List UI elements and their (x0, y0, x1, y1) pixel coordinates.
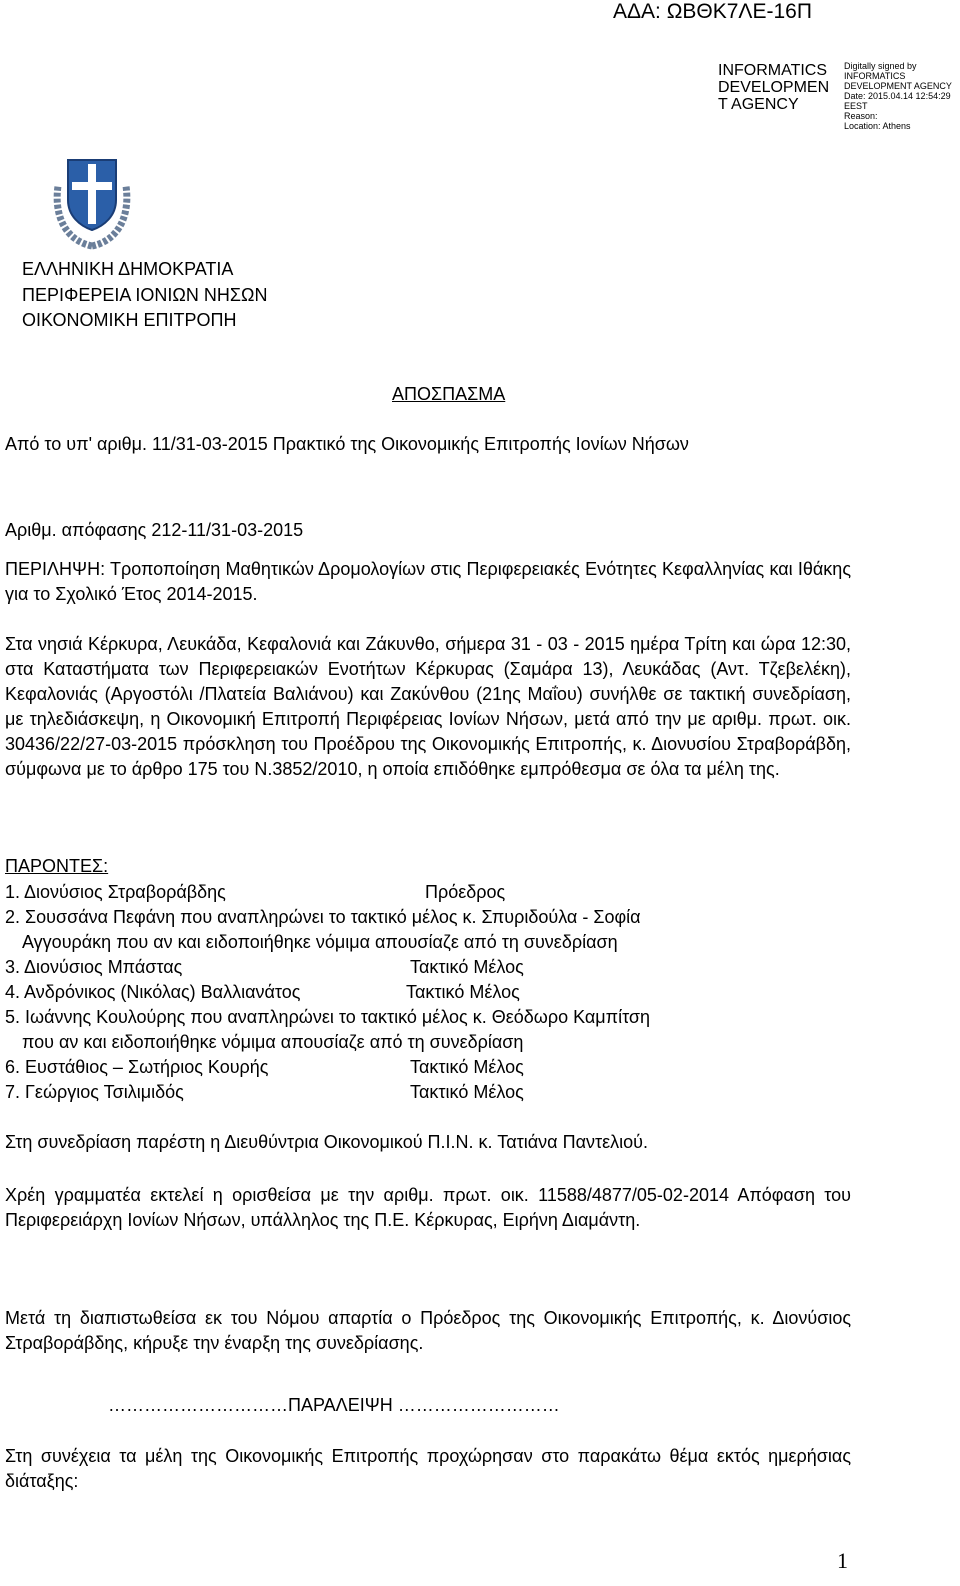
agency-line: DEVELOPMEN (718, 79, 830, 96)
omission-marker: …………………………ΠΑΡΑΛΕΙΨΗ ……………………… (108, 1395, 560, 1415)
member-name: 6. Ευστάθιος – Σωτήριος Κουρής (5, 1057, 269, 1077)
member-name: 1. Διονύσιος Στραβοράβδης (5, 882, 226, 902)
member-name: 7. Γεώργιος Τσιλιμιδός (5, 1082, 184, 1102)
member-note: Αγγουράκη που αν και ειδοποιήθηκε νόμιμα απουσίαζε από τη συνεδρίαση (22, 932, 618, 952)
member-role: Τακτικό Μέλος (410, 957, 524, 977)
ada-code: ΑΔΑ: ΩΒΘΚ7ΛΕ-16Π (613, 0, 812, 23)
page-number: 1 (837, 1548, 848, 1573)
signature-line: DEVELOPMENT AGENCY (844, 81, 952, 91)
signature-line: EEST (844, 101, 868, 111)
signature-line: INFORMATICS (844, 71, 906, 81)
summary (5, 557, 851, 607)
present-label: ΠΑΡΟΝΤΕΣ: (5, 856, 109, 876)
header-line: ΠΕΡΙΦΕΡΕΙΑ ΙΟΝΙΩΝ ΝΗΣΩΝ (22, 285, 268, 305)
greek-coat-of-arms-icon (50, 152, 134, 252)
summary-text: Τροποποίηση Μαθητικών Δρομολογίων στις Περιφερειακές Ενότητες Κεφαλληνίας και Ιθάκης για το Σχολικό Έτος 2014-2015. (5, 559, 851, 604)
signer-agency (718, 62, 848, 113)
header-line: ΕΛΛΗΝΙΚΗ ΔΗΜΟΚΡΑΤΙΑ (22, 259, 234, 279)
member-role: Τακτικό Μέλος (410, 1057, 524, 1077)
member-role: Τακτικό Μέλος (406, 982, 520, 1002)
decision-number: Αριθμ. απόφασης 212-11/31-03-2015 (5, 520, 304, 540)
document-title: ΑΠΟΣΠΑΣΜΑ (392, 384, 506, 404)
signature-line: Reason: (844, 111, 878, 121)
header-line: ΟΙΚΟΝΟΜΙΚΗ ΕΠΙΤΡΟΠΗ (22, 310, 237, 330)
continuation-paragraph: Στη συνέχεια τα μέλη της Οικονομικής Επιτροπής προχώρησαν στο παρακάτω θέμα εκτός ημερήσιας διάταξης: (5, 1446, 851, 1491)
member-name: 5. Ιωάννης Κουλούρης που αναπληρώνει το τακτικό μέλος κ. Θεόδωρο Καμπίτση (5, 1007, 651, 1027)
summary-label: ΠΕΡΙΛΗΨΗ: (5, 559, 106, 579)
agency-line: INFORMATICS (718, 62, 828, 79)
member-name: 3. Διονύσιος Μπάστας (5, 957, 183, 977)
minutes-reference: Από το υπ' αριθμ. 11/31-03-2015 Πρακτικό της Οικονομικής Επιτροπής Ιονίων Νήσων (5, 434, 689, 454)
signature-line: Location: Athens (844, 121, 911, 131)
agency-line: T AGENCY (718, 96, 799, 113)
signature-line: Digitally signed by (844, 61, 917, 71)
digital-signature-details (844, 61, 954, 131)
member-note: που αν και ειδοποιήθηκε νόμιμα απουσίαζε από τη συνεδρίαση (22, 1032, 524, 1052)
member-name: 4. Ανδρόνικος (Νικόλας) Βαλλιανάτος (5, 982, 301, 1002)
member-role: Τακτικό Μέλος (410, 1082, 524, 1102)
quorum-paragraph: Μετά τη διαπιστωθείσα εκ του Νόμου απαρτία ο Πρόεδρος της Οικονομικής Επιτροπής, κ. Διονύσιος Στραβοράβδης, κήρυξε την έναρξη της συνεδρίασης. (5, 1308, 851, 1353)
member-role: Πρόεδρος (425, 882, 506, 902)
director-present: Στη συνεδρίαση παρέστη η Διευθύντρια Οικονομικού Π.Ι.Ν. κ. Τατιάνα Παντελιού. (5, 1132, 648, 1152)
secretary-paragraph: Χρέη γραμματέα εκτελεί η ορισθείσα με την αριθμ. πρωτ. οικ. 11588/4877/05-02-2014 Απόφαση του Περιφερειάρχη Ιονίων Νήσων, υπάλληλος της Π.Ε. Κέρκυρας, Ειρήνη Διαμάντη. (5, 1185, 851, 1230)
intro-paragraph: Στα νησιά Κέρκυρα, Λευκάδα, Κεφαλονιά και Ζάκυνθο, σήμερα 31 - 03 - 2015 ημέρα Τρίτη και ώρα 12:30, στα Καταστήματα των Περιφερειακών Ενοτήτων Κέρκυρας (Σαμάρα 13), Λευκάδας (Αντ. Τζεβελέκη), Κεφαλονιάς (Αργοστόλι /Πλατεία Βαλιάνου) και Ζακύνθου (21ης Μαΐου) συνήλθε σε τακτική συνεδρίαση, με τηλεδιάσκεψη, η Οικονομική Επιτροπή Περιφέρειας Ιονίων Νήσων, μετά από την με αριθμ. πρωτ. οικ. 30436/22/27-03-2015 πρόσκληση του Προέδρου της Οικονομικής Επιτροπής, κ. Διονυσίου Στραβοράβδη, σύμφωνα με το άρθρο 175 του Ν.3852/2010, η οποία επιδόθηκε εμπρόθεσμα σε όλα τα μέλη της. (5, 634, 851, 779)
member-name: 2. Σουσσάνα Πεφάνη που αναπληρώνει το τακτικό μέλος κ. Σπυριδούλα - Σοφία (5, 907, 641, 927)
signature-line: Date: 2015.04.14 12:54:29 (844, 91, 951, 101)
